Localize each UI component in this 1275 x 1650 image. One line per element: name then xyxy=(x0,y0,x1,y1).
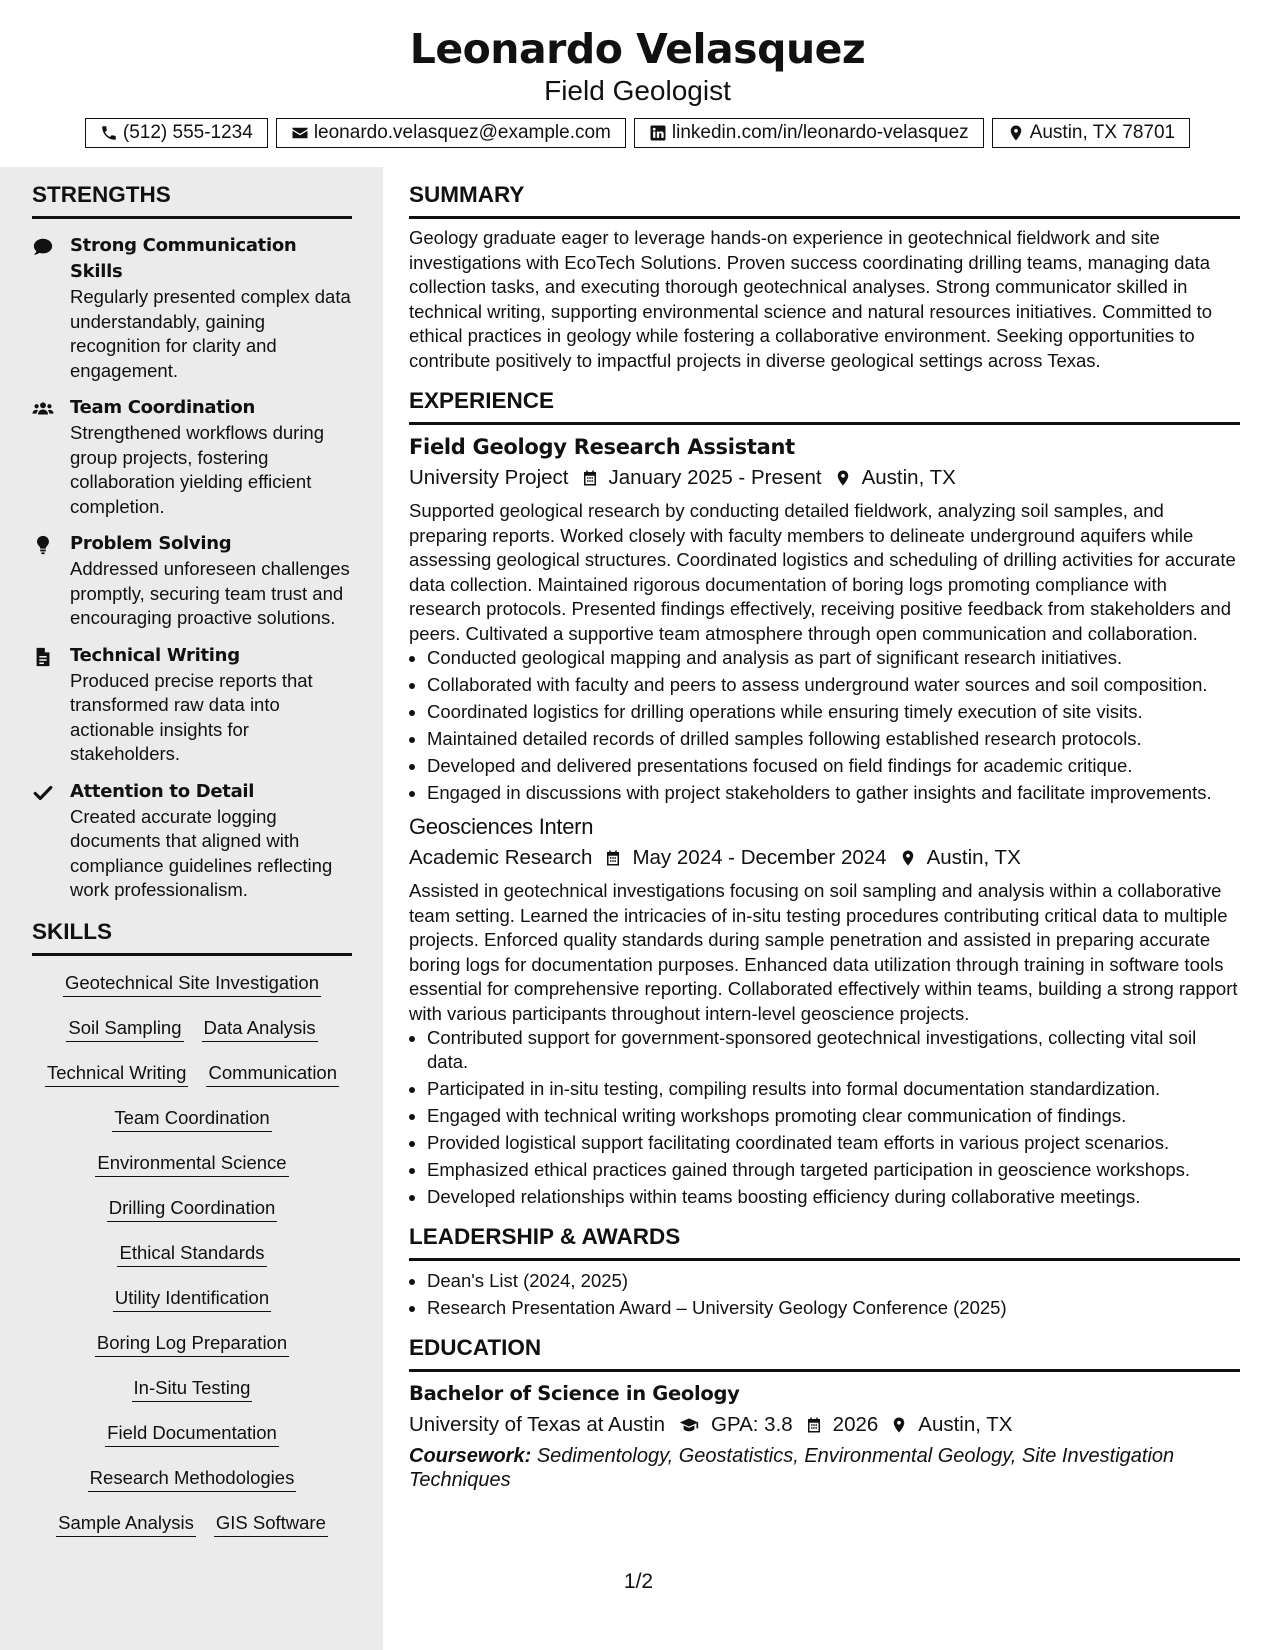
strength-description: Produced precise reports that transformed raw data into actionable insights for stakeholders. xyxy=(70,669,313,764)
contact-bar xyxy=(0,118,1275,148)
skill-tag: In-Situ Testing xyxy=(132,1375,253,1402)
job-org: University Project xyxy=(409,466,569,489)
job-entry xyxy=(409,813,1240,1209)
job-dates: May 2024 - December 2024 xyxy=(632,846,887,869)
skill-tag: Research Methodologies xyxy=(88,1465,297,1492)
skill-tag: Drilling Coordination xyxy=(107,1195,278,1222)
awards-heading: LEADERSHIP & AWARDS xyxy=(409,1222,1240,1261)
strengths-list xyxy=(32,233,352,903)
linkedin-icon xyxy=(649,124,667,142)
graduation-cap-icon xyxy=(677,1415,701,1435)
map-pin-icon xyxy=(890,1415,908,1435)
job-bullets xyxy=(409,1026,1240,1209)
list-item: • Participated in in-situ testing, compiling results into formal documentation standardization. xyxy=(427,1077,1240,1101)
strength-item xyxy=(32,531,352,631)
skill-tag: Utility Identification xyxy=(113,1285,271,1312)
list-item: • Dean's List (2024, 2025) xyxy=(427,1269,1240,1293)
strength-description: Strengthened workflows during group projects, fostering collaboration yielding efficient completion. xyxy=(70,422,325,517)
comment-icon xyxy=(32,236,54,258)
job-location: Austin, TX xyxy=(861,466,956,489)
skill-tag: Communication xyxy=(206,1060,339,1087)
strength-title: Strong Communication Skills xyxy=(70,235,297,282)
graduation-year: 2026 xyxy=(832,1413,879,1436)
strength-description: Created accurate logging documents that aligned with compliance guidelines reflecting work professionalism. xyxy=(70,805,333,900)
contact-email-text: leonardo.velasquez@example.com xyxy=(313,122,611,143)
contact-location-text: Austin, TX 78701 xyxy=(1029,122,1176,143)
strength-title: Problem Solving xyxy=(70,533,232,554)
page-number xyxy=(0,1570,1275,1594)
envelope-icon xyxy=(291,124,309,142)
main-content xyxy=(409,167,1240,1492)
job-title: Field Geologist xyxy=(544,75,731,106)
job-bullets xyxy=(409,646,1240,805)
contact-linkedin-text: linkedin.com/in/leonardo-velasquez xyxy=(671,122,969,143)
strength-title: Technical Writing xyxy=(70,644,240,666)
list-item: • Developed relationships within teams boosting efficiency during collaborative meetings. xyxy=(427,1185,1240,1209)
strength-item xyxy=(32,643,352,767)
skill-tag: Soil Sampling xyxy=(66,1015,183,1042)
skill-tag: Environmental Science xyxy=(95,1150,288,1177)
strength-item xyxy=(32,233,352,383)
list-item: • Contributed support for government-sponsored geotechnical investigations, collecting vital soil data. xyxy=(427,1026,1240,1074)
coursework xyxy=(409,1444,1240,1492)
list-item: • Research Presentation Award – University Geology Conference (2025) xyxy=(427,1296,1240,1320)
list-item: • Developed and delivered presentations focused on field findings for academic critique. xyxy=(427,754,1240,778)
skill-tag: Technical Writing xyxy=(45,1060,189,1087)
strength-item xyxy=(32,395,352,519)
job-entry xyxy=(409,433,1240,805)
job-description: Assisted in geotechnical investigations focusing on soil sampling and analysis within a collaborative team setting. Learned the intricacies of in-situ testing procedures contributing critical data to multiple projects. Enforced quality standards during sample penetration and assisted in preparing accurate boring logs for documentation purposes. Enhanced data utilization through training in software tools essential for comprehensive reporting. Collaborated effectively within teams, building a strong rapport with various participants throughout intern-level geoscience projects. xyxy=(409,880,1238,1024)
sidebar xyxy=(0,167,383,1650)
summary-text: Geology graduate eager to leverage hands-on experience in geotechnical fieldwork and site investigations with EcoTech Solutions. Proven success coordinating drilling teams, managing data collection tasks, and executing thorough geotechnical analyses. Strong communicator skilled in technical writing, supporting environmental science and natural resources initiatives. Committed to ethical practices in geology while fostering a collaborative environment. Seeking opportunities to contribute positively to impactful projects in diverse geological settings across Texas. xyxy=(409,227,1213,371)
job-entry-title: Field Geology Research Assistant xyxy=(409,435,795,459)
document-icon xyxy=(32,646,54,668)
list-item: • Collaborated with faculty and peers to assess underground water sources and soil composition. xyxy=(427,673,1240,697)
contact-linkedin[interactable] xyxy=(634,118,984,148)
skill-tag: Data Analysis xyxy=(202,1015,318,1042)
education-meta xyxy=(409,1410,1240,1440)
contact-phone[interactable] xyxy=(85,118,268,148)
list-item: • Engaged with technical writing workshops promoting clear communication of findings. xyxy=(427,1104,1240,1128)
skill-tag: Geotechnical Site Investigation xyxy=(63,970,321,997)
list-item: • Engaged in discussions with project stakeholders to gather insights and facilitate improvements. xyxy=(427,781,1240,805)
summary-heading: SUMMARY xyxy=(409,180,1240,219)
list-item: • Coordinated logistics for drilling operations while ensuring timely execution of site visits. xyxy=(427,700,1240,724)
job-location: Austin, TX xyxy=(926,846,1021,869)
job-entry-title: Geosciences Intern xyxy=(409,814,594,839)
strengths-heading: STRENGTHS xyxy=(32,180,352,219)
candidate-name: Leonardo Velasquez xyxy=(409,25,866,73)
strength-description: Addressed unforeseen challenges promptly, securing team trust and encouraging proactive solutions. xyxy=(70,558,350,628)
skill-tag: Team Coordination xyxy=(112,1105,271,1132)
skill-tag: Ethical Standards xyxy=(117,1240,266,1267)
calendar-icon xyxy=(581,468,599,488)
coursework-label: Coursework: xyxy=(409,1445,532,1467)
job-dates: January 2025 - Present xyxy=(608,466,822,489)
map-pin-icon xyxy=(1007,124,1025,142)
contact-location[interactable] xyxy=(992,118,1190,148)
job-meta xyxy=(409,843,1240,873)
experience-heading: EXPERIENCE xyxy=(409,386,1240,425)
education-entry xyxy=(409,1380,1240,1492)
users-icon xyxy=(32,398,54,420)
coursework-text: Sedimentology, Geostatistics, Environmental Geology, Site Investigation Techniques xyxy=(409,1445,1175,1491)
list-item: • Emphasized ethical practices gained through targeted participation in geoscience workshops. xyxy=(427,1158,1240,1182)
awards-list xyxy=(409,1269,1240,1320)
job-org: Academic Research xyxy=(409,846,593,869)
skill-tag: GIS Software xyxy=(214,1510,328,1537)
calendar-icon xyxy=(604,848,622,868)
page-number-text: 1/2 xyxy=(623,1570,654,1593)
skills-heading: SKILLS xyxy=(32,917,352,956)
degree-title: Bachelor of Science in Geology xyxy=(409,1382,740,1405)
resume-header xyxy=(0,0,1275,148)
map-pin-icon xyxy=(834,468,852,488)
strength-title: Team Coordination xyxy=(70,397,255,418)
list-item: • Conducted geological mapping and analysis as part of significant research initiatives. xyxy=(427,646,1240,670)
skill-tag: Field Documentation xyxy=(105,1420,279,1447)
skill-tag: Sample Analysis xyxy=(56,1510,196,1537)
calendar-icon xyxy=(805,1415,823,1435)
gpa: GPA: 3.8 xyxy=(711,1413,793,1436)
school-location: Austin, TX xyxy=(918,1413,1013,1436)
education-heading: EDUCATION xyxy=(409,1333,1240,1372)
checkmark-icon xyxy=(32,782,54,804)
school-name: University of Texas at Austin xyxy=(409,1413,665,1436)
lightbulb-icon xyxy=(32,534,54,556)
skill-tag: Boring Log Preparation xyxy=(95,1330,289,1357)
skills-list xyxy=(32,970,352,1555)
contact-email[interactable] xyxy=(276,118,626,148)
job-description: Supported geological research by conducting detailed fieldwork, analyzing soil samples, and preparing reports. Worked closely with faculty members to delineate underground aquifers while assessing geological structures. Coordinated logistics and scheduling of drilling activities for accurate data collection. Maintained rigorous documentation of boring logs promoting compliance with research protocols. Presented findings effectively, receiving positive feedback from stakeholders and peers. Cultivated a supportive team atmosphere through open communication and collaboration. xyxy=(409,500,1236,644)
list-item: • Provided logistical support facilitating coordinated team efforts in various project scenarios. xyxy=(427,1131,1240,1155)
strength-item xyxy=(32,779,352,903)
list-item: • Maintained detailed records of drilled samples following established research protocols. xyxy=(427,727,1240,751)
strength-title: Attention to Detail xyxy=(70,780,255,802)
phone-icon xyxy=(100,124,118,142)
map-pin-icon xyxy=(899,848,917,868)
strength-description: Regularly presented complex data understandably, gaining recognition for clarity and engagement. xyxy=(70,286,351,381)
job-meta xyxy=(409,463,1240,493)
contact-phone-text: (512) 555-1234 xyxy=(122,122,253,143)
